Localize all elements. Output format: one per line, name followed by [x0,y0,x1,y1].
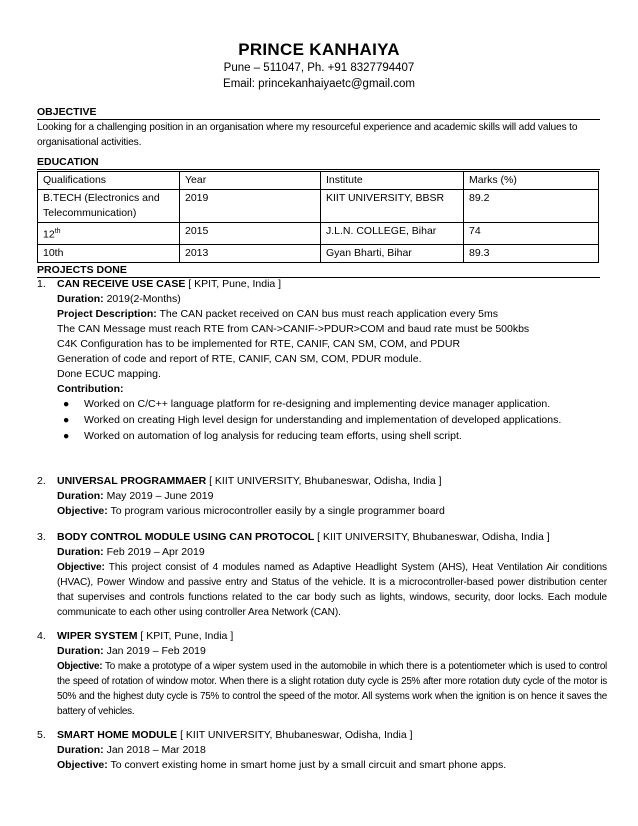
project-duration [57,292,607,307]
cell-institute: KIIT UNIVERSITY, BBSR [321,190,464,223]
bullet-text: Worked on creating High level design for understanding and implementation of developed applications. [84,414,562,426]
col-header-year: Year [180,172,321,190]
cell-year: 2013 [180,244,321,262]
project-objective [57,560,607,620]
cell-qualification: B.TECH (Electronics and Telecommunication) [38,190,180,223]
duration-value: Jan 2019 – Feb 2019 [103,645,206,657]
bullet-item [57,413,579,428]
description-label: Project Description: [57,308,157,320]
education-heading: EDUCATION [37,156,600,170]
email: Email: princekanhaiyaetc@gmail.com [223,78,415,90]
duration-value: Feb 2019 – Apr 2019 [103,546,205,558]
objective-value: To make a prototype of a wiper system used in the automobile in which there is a potentiometer which is used to control the speed of rotation of window motor. When there is a slight rotation duty cycle is 25% after more rotation duty cycle of the motor is 50% and the highest duty cycle is 75% to control the speed of the motor. All systems work when the ignition is on hence it saves the battery of vehicles. [57,661,607,717]
project-3 [37,530,607,620]
cell-qualification [38,223,180,245]
duration-label: Duration: [57,645,104,657]
description-text: The CAN packet received on CAN bus must reach application every 5ms [156,308,498,320]
table-header-row [38,172,599,190]
duration-label: Duration: [57,490,104,502]
project-title-line [57,474,607,489]
bullet-icon: ● [63,414,70,426]
contribution-label: Contribution: [57,383,124,395]
project-org: [ KPIT, Pune, India ] [137,630,234,642]
cell-marks: 89.3 [464,244,599,262]
project-org: [ KIIT UNIVERSITY, Bhubaneswar, Odisha, India ] [206,475,442,487]
project-number: 2. [37,475,46,487]
col-header-qualifications: Qualifications [38,172,180,190]
cell-institute: Gyan Bharti, Bihar [321,244,464,262]
description-line: C4K Configuration has to be implemented for RTE, CANIF, CAN SM, COM, and PDUR [57,338,461,350]
bullet-item [57,397,579,412]
project-name: SMART HOME MODULE [57,729,178,741]
address-phone: Pune – 511047, Ph. +91 8327794407 [223,62,415,74]
project-description-line [57,307,607,322]
project-number: 5. [37,729,46,741]
cell-year: 2019 [180,190,321,223]
table-row [38,223,599,245]
objective-value: To program various microcontroller easily by a single programmer board [107,505,445,517]
project-title-line [57,629,607,644]
bullet-icon: ● [63,398,70,410]
project-name: WIPER SYSTEM [57,630,138,642]
description-line: The CAN Message must reach RTE from CAN->CANIF->PDUR>COM and baud rate must be 500kbs [57,323,530,335]
qualification-superscript: th [54,228,61,235]
project-org: [ KPIT, Pune, India ] [185,278,282,290]
project-title-line [57,728,607,743]
project-org: [ KIIT UNIVERSITY, Bhubaneswar, Odisha, India ] [177,729,413,741]
project-number: 3. [37,531,46,543]
cell-marks: 74 [464,223,599,245]
projects-heading: PROJECTS DONE [37,264,600,278]
cell-year: 2015 [180,223,321,245]
project-objective [57,659,607,719]
project-number: 1. [37,278,46,290]
project-org: [ KIIT UNIVERSITY, Bhubaneswar, Odisha, India ] [314,531,550,543]
bullet-item [57,429,607,444]
duration-value: 2019(2-Months) [103,293,181,305]
education-table [37,171,599,263]
duration-value: May 2019 – June 2019 [103,490,214,502]
project-duration [57,545,607,560]
candidate-name: PRINCE KANHAIYA [238,40,400,59]
cell-marks: 89.2 [464,190,599,223]
col-header-marks: Marks (%) [464,172,599,190]
project-1 [37,277,607,444]
objective-label: Objective: [57,759,108,771]
duration-label: Duration: [57,546,104,558]
objective-label: Objective: [57,562,105,573]
table-row [38,244,599,262]
duration-value: Jan 2018 – Mar 2018 [103,744,206,756]
project-name: BODY CONTROL MODULE USING CAN PROTOCOL [57,531,315,543]
bullet-text: Worked on C/C++ language platform for re-designing and implementing device manager application. [84,398,551,410]
project-title-line [57,530,607,545]
project-title-line [57,277,607,292]
project-duration [57,743,607,758]
project-duration [57,644,607,659]
col-header-institute: Institute [321,172,464,190]
project-duration [57,489,607,504]
description-line: Generation of code and report of RTE, CANIF, CAN SM, COM, PDUR module. [57,353,422,365]
project-number: 4. [37,630,46,642]
duration-label: Duration: [57,293,104,305]
bullet-icon: ● [63,430,70,442]
objective-heading: OBJECTIVE [37,106,600,120]
description-line: Done ECUC mapping. [57,368,161,380]
cell-institute: J.L.N. COLLEGE, Bihar [321,223,464,245]
bullet-text: Worked on automation of log analysis for reducing team efforts, using shell script. [84,430,462,442]
objective-label: Objective: [57,505,108,517]
cell-qualification: 10th [38,244,180,262]
project-objective [57,758,607,773]
project-4 [37,629,607,719]
project-5 [37,728,607,773]
project-2 [37,474,607,519]
objective-value: To convert existing home in smart home just by a small circuit and smart phone apps. [107,759,507,771]
objective-text: Looking for a challenging position in an organisation where my resourceful experience and academic skills will add values to organisational activities. [37,122,578,148]
project-objective [57,504,607,519]
duration-label: Duration: [57,744,104,756]
objective-value: This project consist of 4 modules named as Adaptive Headlight System (AHS), Heat Ventilation Air conditions (HVAC), Power Window and passive entry and Status of the vehicle. It is a microcontroller-based power distribution center that supervises and controls functions related to the car body such as lights, windows, security, door locks. Each module communicate to each other using controller Area Network (CAN). [57,562,607,618]
objective-label: Objective: [57,661,103,672]
project-name: CAN RECEIVE USE CASE [57,278,186,290]
project-name: UNIVERSAL PROGRAMMAER [57,475,207,487]
qualification-text: 12 [43,228,55,241]
table-row [38,190,599,223]
